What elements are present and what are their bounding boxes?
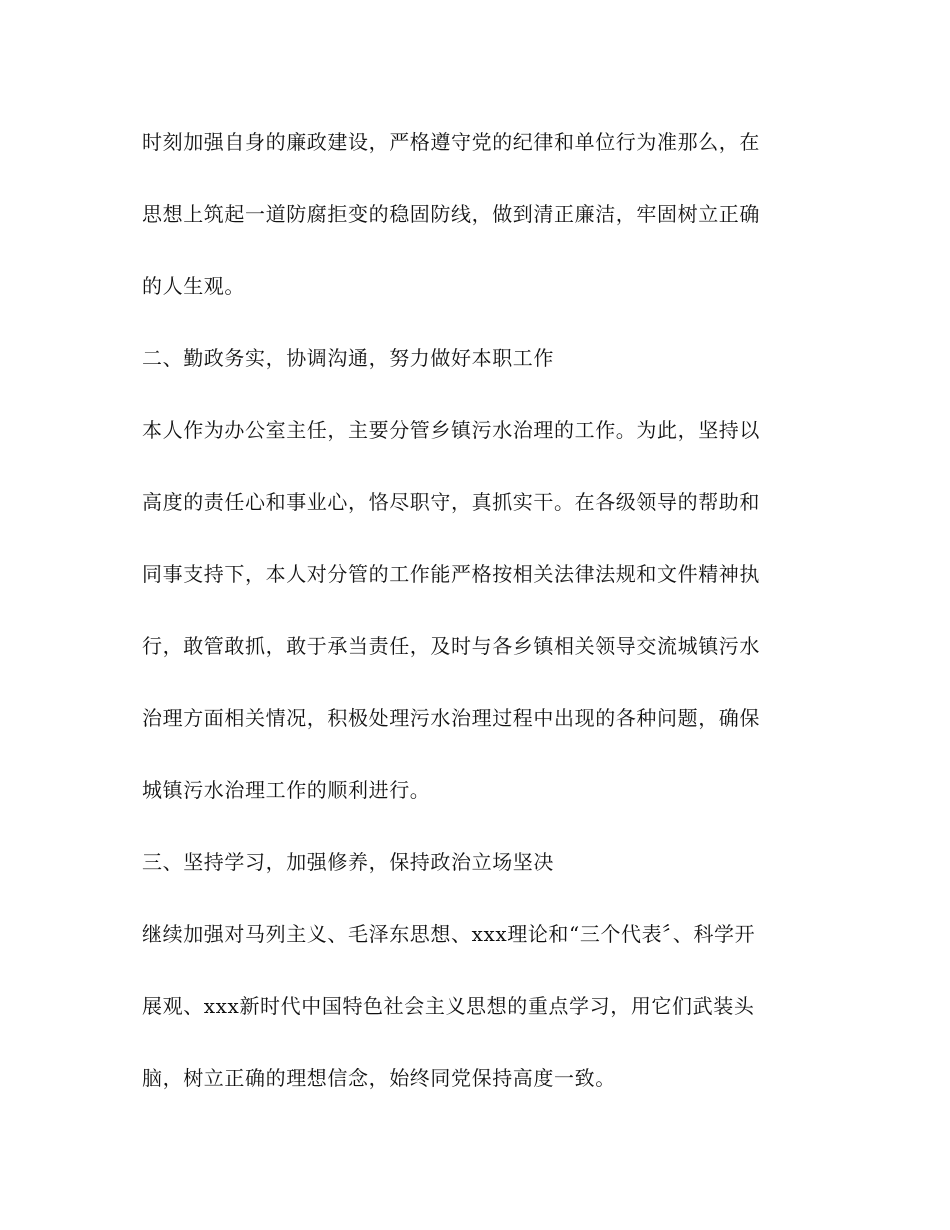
paragraph-line: 同事支持下，本人对分管的工作能严格按相关法律法规和文件精神执 — [142, 562, 760, 586]
paragraph-line: 治理方面相关情况，积极处理污水治理过程中出现的各种问题，确保 — [142, 706, 760, 730]
paragraph-line: 高度的责任心和事业心，恪尽职守，真抓实干。在各级领导的帮助和 — [142, 490, 760, 514]
paragraph-line: 城镇污水治理工作的顺利进行。 — [142, 778, 431, 802]
paragraph-line: 的人生观。 — [142, 274, 245, 298]
paragraph-line: 脑，树立正确的理想信念，始终同党保持高度一致。 — [142, 1066, 616, 1090]
paragraph-line: 行，敢管敢抓，敢于承当责任，及时与各乡镇相关领导交流城镇污水 — [142, 634, 760, 658]
paragraph-line: 思想上筑起一道防腐拒变的稳固防线，做到清正廉洁，牢固树立正确 — [142, 202, 760, 226]
paragraph-line: 本人作为办公室主任，主要分管乡镇污水治理的工作。为此，坚持以 — [142, 418, 760, 442]
section-heading: 三、坚持学习，加强修养，保持政治立场坚决 — [142, 850, 554, 874]
paragraph-line: 继续加强对马列主义、毛泽东思想、xxx理论和“三个代表〞、科学开 — [142, 922, 756, 946]
section-heading: 二、勤政务实，协调沟通，努力做好本职工作 — [142, 346, 554, 370]
paragraph-line: 时刻加强自身的廉政建设，严格遵守党的纪律和单位行为准那么，在 — [142, 130, 760, 154]
paragraph-line: 展观、xxx新时代中国特色社会主义思想的重点学习，用它们武装头 — [142, 994, 755, 1018]
